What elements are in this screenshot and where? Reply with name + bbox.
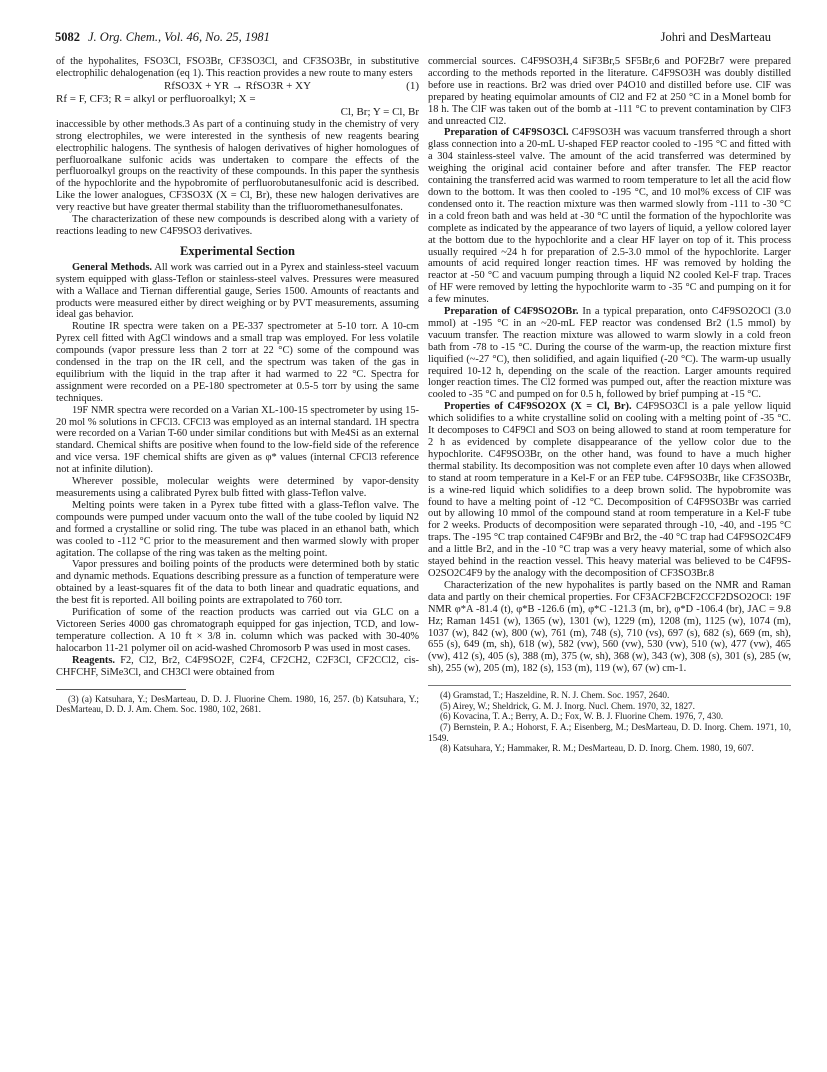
reference-item: (8) Katsuhara, Y.; Hammaker, R. M.; DesMarteau, D. D. Inorg. Chem. 1980, 19, 607. [440,743,754,754]
reagents-continued: commercial sources. C4F9SO3H,4 SiF3Br,5 SF5Br,6 and POF2Br7 were prepared according to the methods reported in the literature. C4F9SO3H was doubly distilled before use in reactions. Br2 was dried over P4O10 and distilled before use. ClF was prepared by heating equimolar amounts of Cl2 and F2 at 250 °C in a Monel bomb for 18 h. The ClF was taken out of the bomb at -111 °C to prevent contamination by ClF3 and unreacted Cl2. [428,56,791,127]
references-list [428,690,791,754]
footnote-3: (3) (a) Katsuhara, Y.; DesMarteau, D. D. J. Fluorine Chem. 1980, 16, 257. (b) Katsuhara, Y.; DesMarteau, D. D. J. Am. Chem. Soc. 1980, 102, 2681. [56,693,419,715]
reference-item: (5) Airey, W.; Sheldrick, G. M. J. Inorg. Nucl. Chem. 1970, 32, 1827. [440,700,695,711]
running-authors: Johri and DesMarteau [660,30,771,44]
ir-paragraph: Routine IR spectra were taken on a PE-337 spectrometer at 5-10 torr. A 10-cm Pyrex cell fitted with AgCl windows and a small trap was employed. For less volatile compounds (vapor pressure less than 2 torr at 22 °C) some of the compound was condensed in the trap on the IR cell, and the spectrum was taken of the gas in equilibrium with the liquid in the trap after it had warmed to 22 °C. Spectra for assignment were recorded on a PE-180 spectrometer at 0.5-5 torr by using the same techniques. [56,321,419,404]
reagents-paragraph [56,655,419,679]
intro-paragraph-3: The characterization of these new compounds is described along with a variety of reactions leading to new C4F9SO3 derivatives. [56,214,419,237]
melting-point-paragraph: Melting points were taken in a Pyrex tube fitted with a glass-Teflon valve. The compounds were pumped under vacuum onto the wall of the tube cooled by liquid N2 and formed a crystalline or solid ring. The tube was placed in an ethanol bath, which was cooled to -112 °C prior to the measurement and then warmed slowly with proper agitation. The collapse of the ring was taken as the melting point. [56,499,419,559]
general-methods-text: All work was carried out in a Pyrex and stainless-steel vacuum system equipped with glass-Teflon or stainless-steel valves. Pressures were measured with a Wallace and Tiernan differential gauge, Series 1500. Amounts of reactants and products were measured either by direct weighing or by PVT measurements, assuming ideal gas behavior. [56,261,419,321]
vapor-pressure-paragraph: Vapor pressures and boiling points of the products were determined both by static and dynamic methods. Equations describing pressure as a function of temperature were obtained by a least-squares fit of the data to both linear and quadratic equations, and the best fit is reported. All boiling points are extrapolated to 760 torr. [56,559,419,607]
references-divider [428,685,791,686]
journal-citation: J. Org. Chem., Vol. 46, No. 25, 1981 [88,30,270,44]
prep-hypochlorite-text: C4F9SO3H was vacuum transferred through a short glass connection into a 20-mL U-shaped FEP reactor cooled to -195 °C and fitted with a 304 stainless-steel valve. The amount of the acid transferred was determined by weighing the original acid container before and after transfer. The FEP reactor containing the transferred acid was warmed to room temperature to let all the acid flow down to the bottom. It was then cooled to -195 °C, and 10 mol% excess of ClF was condensed onto it. The reaction mixture was then warmed slowly from -111 to -30 °C in a cold freon bath and was held at -30 °C until the formation of the hypochlorite was complete as indicated by the appearance of two layers of liquid, a yellow colored layer at the bottom due to the hypochlorite and a clear HF layer on top of it. This process usually required ~24 h for preparation of 2.5-3.0 mmol of the hypochlorite. Larger amounts of acid required longer reaction times. HF was removed by holding the reactor at -50 °C and vacuum pumping through a liquid N2 cooled Kel-F trap. Traces of HF were removed by letting the hypochlorite warm to -35 °C and pumping on it for a few minutes. [428,127,792,306]
properties-text: C4F9SO3Cl is a pale yellow liquid which solidifies to a white crystalline solid on cooling with a melting point of -35 °C. It decomposes to C4F9Cl and SO3 on being allowed to stand at room temperature for 2 h as evidenced by complete disappearance of the yellow color due to the hypochlorite. C4F9SO3Br, on the other hand, was found to have a much higher thermal stability. Its decomposition was not complete even after 10 days when allowed to stand at room temperature in a Kel-F or an FEP tube. C4F9SO3Br, like CF3SO3Br, is a wine-red liquid which solidifies to a deep brown solid. The hypobromite was found to have a melting point of -12 °C. Decomposition of C4F9SO3Br was carried out by allowing 10 mmol of the compound stand at room temperature in a Kel-F tube for 2 weeks. Products of decomposition were separated through -10, -40, and -195 °C traps. The -195 °C trap contained C4F9Br and Br2, the -40 °C trap had C4F9SO2C4F9 and a little Br2, and in the -10 °C trap was a very heavy material, some of which also stayed behind in the reaction vessel. This heavy material was believed to be C4F9S-O2SO2C4F9 by the analogy with the decomposition of CF3SO3Br.8 [428,401,791,579]
intro-paragraph-1: of the hypohalites, FSO3Cl, FSO3Br, CF3SO3Cl, and CF3SO3Br, in substitutive electrophilic dehalogenation (eq 1). This reaction provides a new route to many esters [56,56,419,79]
reagents-text: F2, Cl2, Br2, C4F9SO2F, C2F4, CF2CH2, C2F3Cl, CF2CCl2, cis-CHFCHF, SiMe3Cl, and CH3Cl were obtained from [56,654,419,678]
prep-hypobromite-paragraph [428,306,791,401]
prep-hypochlorite-paragraph [428,127,791,306]
prep-hypobromite-text: In a typical preparation, onto C4F9SO2OCl (3.0 mmol) at -195 °C in an ~20-mL FEP reactor was condensed Br2 (1.5 mmol) by vacuum transfer. The reaction mixture was allowed to warm slowly in a cold freon bath from -78 to -15 °C. During the course of the warm-up, the reaction mixture first liquified (~-27 °C), then solidified, and again liquified (-20 °C). The warm-up usually required 10-12 h, depending on the scale of the reaction. Larger amounts required longer reaction times. The Cl2 formed was pumped out, after the reaction mixture was cooled to -35 °C and pumped on for 0.5 h, followed by brief pumping at -15 °C. [428,306,791,401]
reference-item: (7) Bernstein, P. A.; Hohorst, F. A.; Eisenberg, M.; DesMarteau, D. D. Inorg. Chem. 1971, 10, 1549. [428,721,791,743]
footnote-divider [56,689,186,690]
header-left [55,30,270,45]
equation-text: RfSO3X + YR → RfSO3R + XY [163,79,312,92]
properties-paragraph [428,401,791,580]
equation-1 [56,80,419,93]
general-methods-paragraph [56,262,419,322]
prep-hypochlorite-lead: Preparation of C4F9SO3Cl. [444,127,569,139]
right-column [428,56,791,754]
equation-number: (1) [406,79,419,92]
left-column [56,56,419,715]
properties-lead: Properties of C4F9SO2OX (X = Cl, Br). [444,401,632,413]
reference-item: (6) Kovacina, T. A.; Berry, A. D.; Fox, W. B. J. Fluorine Chem. 1976, 7, 430. [440,711,724,722]
nmr-paragraph: 19F NMR spectra were recorded on a Varian XL-100-15 spectrometer by using 15-20 mol % solutions in CFCl3. CFCl3 was employed as an internal standard. 1H spectra were recorded on a Varian T-60 under similar conditions but with Me4Si as an external standard. Chemical shifts are positive when found to the low-field side of the reference and vice versa. 19F chemical shifts are given as φ* values (internal CFCl3 reference not at infinite dilution). [56,404,419,476]
page-number: 5082 [55,30,80,44]
equation-conditions-1: Rf = F, CF3; R = alkyl or perfluoroalkyl; X = [56,92,256,105]
prep-hypobromite-lead: Preparation of C4F9SO2OBr. [444,306,579,318]
intro-paragraph-2: inaccessible by other methods.3 As part of a continuing study in the chemistry of very strong electrophiles, we were interested in the synthesis of new reagents bearing electrophilic halogens. The synthesis of halogen derivatives of higher homologues of perfluoroalkane sulfonic acids was undertaken to compare the effects of the perfluoroalkyl groups on the reactivity of these compounds. In this paper the synthesis of the hypochlorite and the hypobromite of perfluorobutanesulfonic acid is described. Like the lower analogues, CF3SO3X (X = Cl, Br), these new halogen derivatives are very reactive but have greater thermal stability than the trifluoromethanesulfonates. [56,118,419,214]
characterization-paragraph: Characterization of the new hypohalites is partly based on the NMR and Raman data and partly on their chemical properties. For CF3ACF2BCF2CCF2DSO2OCl: 19F NMR φ*A -81.4 (t), φ*B -126.6 (m), φ*C -121.3 (m, br), φ*D -106.4 (br), JAC = 9.8 Hz; Raman 1451 (w), 1365 (w), 1301 (w), 1229 (m), 1208 (m), 1125 (w), 1074 (m), 1037 (w), 842 (w), 800 (w), 761 (m), 748 (s), 710 (vs), 697 (s), 682 (s), 669 (m, sh), 655 (s), 649 (m, sh), 618 (w), 582 (vw), 560 (vw), 530 (vw), 510 (w), 477 (vw), 465 (vw), 412 (s), 405 (s), 388 (m), 375 (w, sh), 368 (w), 343 (w), 308 (s), 301 (s), 285 (w, sh), 255 (w), 205 (m), 182 (s), 153 (m), 119 (w), 67 (w) cm-1. [428,579,791,675]
molecular-weight-paragraph: Wherever possible, molecular weights were determined by vapor-density measurements using a calibrated Pyrex bulb fitted with glass-Teflon valve. [56,476,419,499]
reference-item: (4) Gramstad, T.; Haszeldine, R. N. J. Chem. Soc. 1957, 2640. [440,690,670,701]
purification-paragraph: Purification of some of the reaction products was carried out via GLC on a Victoreen Series 4000 gas chromatograph equipped for gas injection, TCD, and low-temperature collection. A 10 ft × 3/8 in. column which was packed with 30-40% halocarbon 11-21 polymer oil on acid-washed Chromosorb P was used in most cases. [56,607,419,654]
reagents-lead: Reagents. [72,654,115,666]
general-methods-lead: General Methods. [72,261,152,273]
page-header [55,30,771,48]
equation-conditions-2: Cl, Br; Y = Cl, Br [340,105,419,118]
section-title: Experimental Section [180,243,295,258]
